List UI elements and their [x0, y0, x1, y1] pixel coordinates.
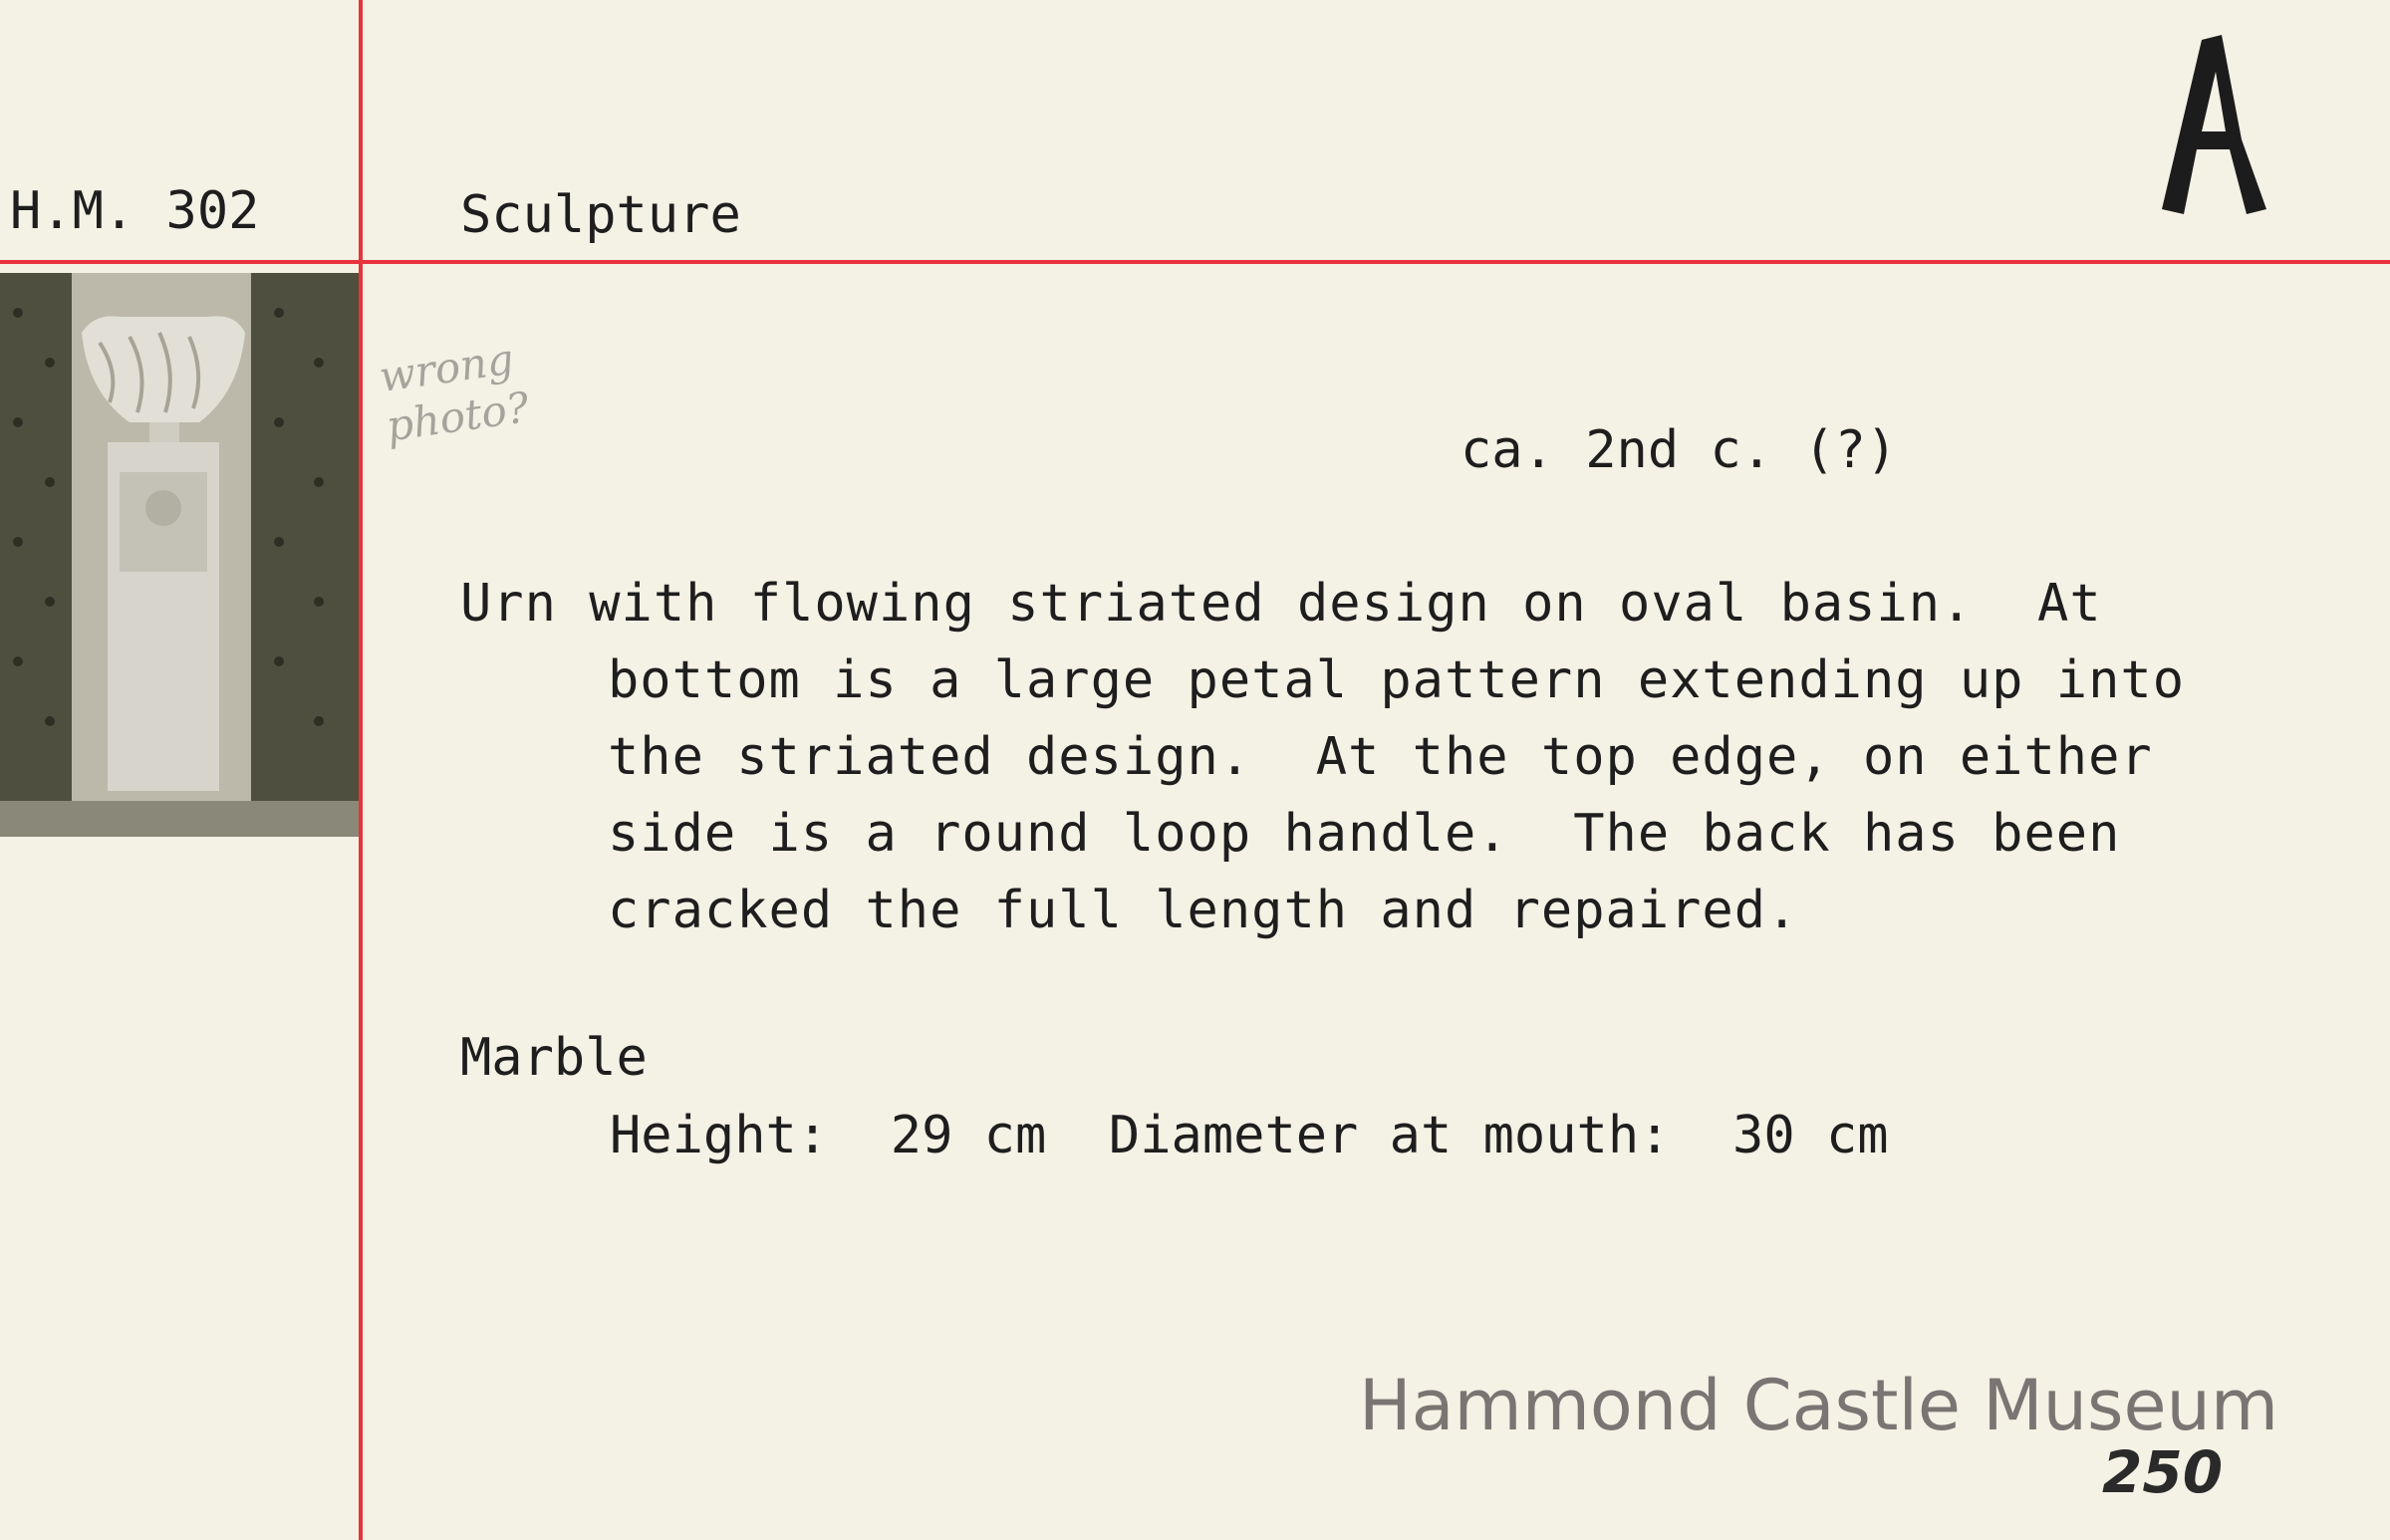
- description-line: side is a round loop handle. The back has been: [608, 804, 2121, 864]
- museum-watermark: Hammond Castle Museum: [1359, 1365, 2279, 1446]
- date-label: ca. 2nd c. (?): [1461, 420, 1898, 480]
- accession-number: H.M. 302: [10, 181, 260, 241]
- horizontal-header-rule: [0, 260, 2390, 264]
- vertical-margin-rule: [359, 0, 363, 1540]
- category-label: Sculpture: [460, 185, 741, 245]
- dimensions-label: Height: 29 cm Diameter at mouth: 30 cm: [610, 1106, 1889, 1165]
- handwritten-note: wrong photo?: [376, 334, 533, 451]
- description-line: Urn with flowing striated design on oval basin. At: [460, 574, 2102, 634]
- handwritten-number: 250: [2102, 1438, 2224, 1506]
- description-line: bottom is a large petal pattern extending up into: [608, 650, 2186, 710]
- description: [460, 566, 2254, 949]
- corner-mark-a: [2142, 20, 2281, 219]
- material-label: Marble: [460, 1028, 648, 1088]
- description-line: cracked the full length and repaired.: [608, 881, 1799, 940]
- object-photo: [0, 273, 359, 837]
- description-line: the striated design. At the top edge, on either: [608, 727, 2153, 787]
